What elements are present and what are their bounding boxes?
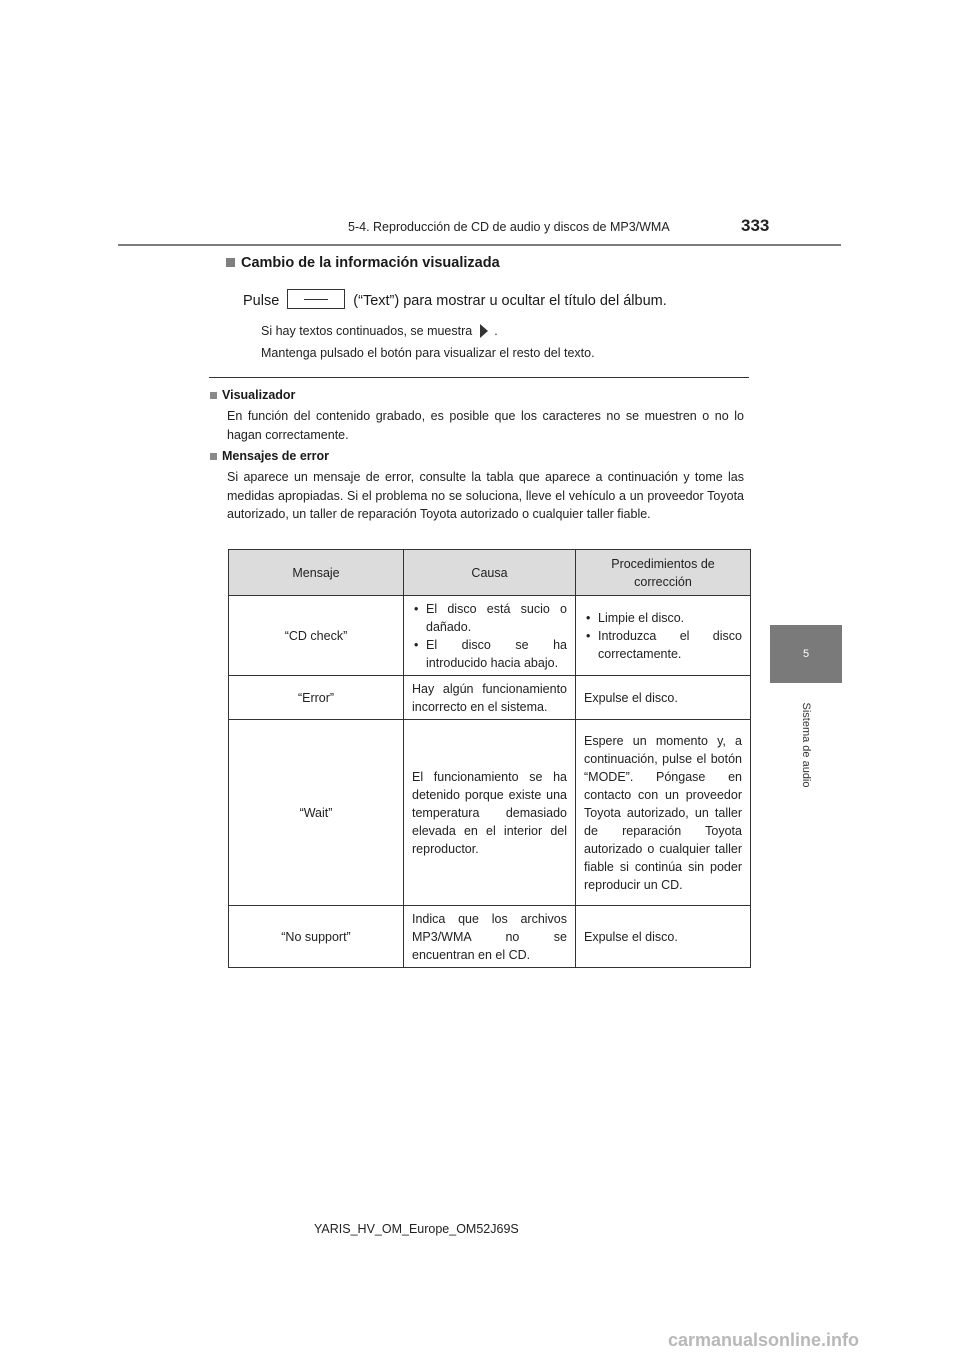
square-bullet-icon [210,453,217,460]
message-cell: “No support” [229,906,404,968]
chapter-tab [770,625,842,683]
list-item: • El disco se ha introducido hacia abajo. [412,636,567,672]
note-heading-text: Visualizador [222,388,296,402]
table-row [229,676,751,720]
footer-doc-code: YARIS_HV_OM_Europe_OM52J69S [314,1222,519,1236]
remedy-cell: Espere un momento y, a continuación, pulse el botón “MODE”. Póngase en contacto con un proveedor Toyota autorizado, un taller de reparación Toyota autorizado o cualquier taller fiable si continúa sin poder reproducir un CD. [576,720,751,906]
column-header-causa: Causa [404,550,576,596]
text-button-icon [287,289,345,309]
cause-cell: Indica que los archivos MP3/WMA no se encuentran en el CD. [404,906,576,968]
table-row [229,720,751,906]
section-heading [226,255,500,271]
list-item: • El disco está sucio o dañado. [412,600,567,636]
list-item: • Limpie el disco. [584,609,742,627]
remedy-cell [576,596,751,676]
instruction-suffix: (“Text”) para mostrar u ocultar el título del álbum. [353,293,667,309]
message-cell: “Wait” [229,720,404,906]
table-row [229,906,751,968]
note-text-visualizador: En función del contenido grabado, es posible que los caracteres no se muestren o no lo hagan correctamente. [227,409,744,442]
note-heading-text: Mensajes de error [222,449,329,463]
section-divider [209,377,749,378]
header-section-title: 5-4. Reproducción de CD de audio y discos de MP3/WMA [348,220,670,234]
square-bullet-icon [210,392,217,399]
note1-suffix: . [494,324,498,338]
note-text-errores: Si aparece un mensaje de error, consulte la tabla que aparece a continuación y tome las medidas apropiadas. Si el problema no se soluciona, lleve el vehículo a un proveedor Toyota autorizado, un taller de reparación Toyota autorizado o cualquier taller fiable. [227,470,744,521]
remedy-cell: Expulse el disco. [576,906,751,968]
chapter-label: Sistema de audio [800,702,812,788]
chapter-number: 5 [802,648,810,660]
note-hold-button: Mantenga pulsado el botón para visualizar el resto del texto. [261,346,595,360]
instruction-line [243,289,667,309]
arrow-right-icon [480,324,488,338]
note-heading-visualizador [210,388,295,402]
column-header-mensaje: Mensaje [229,550,404,596]
section-heading-text: Cambio de la información visualizada [241,255,500,271]
watermark: carmanualsonline.info [668,1330,860,1350]
remedy-cell: Expulse el disco. [576,676,751,720]
page-number: 333 [741,216,770,235]
cause-cell: El funcionamiento se ha detenido porque existe una temperatura demasiado elevada en el interior del reproductor. [404,720,576,906]
column-header-procedimientos: Procedimientos de corrección [576,550,751,596]
cause-cell [404,596,576,676]
list-item: • Introduzca el disco correctamente. [584,627,742,663]
note-continued-text [261,324,498,338]
error-messages-table [228,549,751,968]
message-cell: “CD check” [229,596,404,676]
cause-cell: Hay algún funcionamiento incorrecto en el sistema. [404,676,576,720]
chapter-label-container [770,690,842,800]
note-heading-errores [210,449,329,463]
message-cell: “Error” [229,676,404,720]
table-header-row [229,550,751,596]
note1-prefix: Si hay textos continuados, se muestra [261,324,473,338]
table-row [229,596,751,676]
header-rule [118,244,841,246]
square-bullet-icon [226,258,235,267]
instruction-prefix: Pulse [243,293,280,309]
